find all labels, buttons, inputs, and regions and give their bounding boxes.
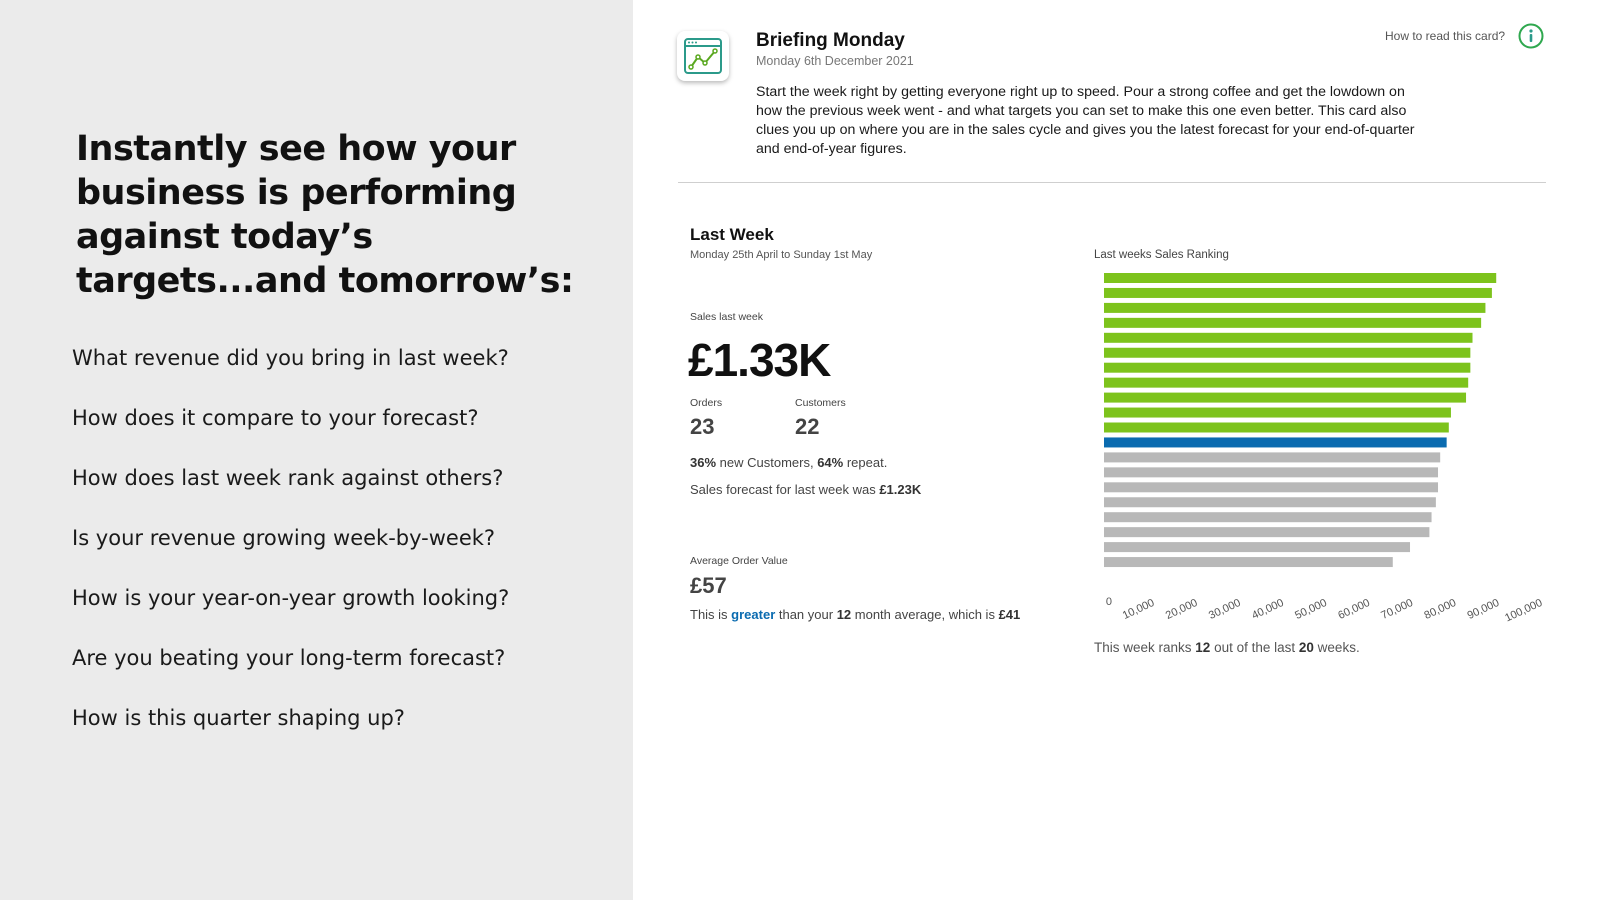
bar bbox=[1104, 408, 1451, 418]
x-tick-label: 30,000 bbox=[1206, 596, 1243, 622]
question-item: What revenue did you bring in last week? bbox=[72, 346, 509, 370]
question-item: How does it compare to your forecast? bbox=[72, 406, 479, 430]
x-tick-label: 80,000 bbox=[1422, 596, 1459, 622]
forecast-line: Sales forecast for last week was £1.23K bbox=[690, 482, 922, 497]
last-week-range: Monday 25th April to Sunday 1st May bbox=[690, 249, 873, 261]
bar bbox=[1104, 348, 1470, 358]
how-to-read-link[interactable]: How to read this card? bbox=[1385, 29, 1506, 43]
x-tick-label: 70,000 bbox=[1379, 596, 1415, 622]
sales-ranking-chart bbox=[1090, 265, 1560, 640]
repeat-customers-pct: 64% bbox=[817, 455, 844, 470]
x-tick-label: 100,000 bbox=[1503, 596, 1545, 625]
aov-comparison: This is greater than your 12 month average, which is £41 bbox=[690, 607, 1021, 622]
card-description: Start the week right by getting everyone right up to speed. Pour a strong coffee and get the lowdown on how the previous week went - and what targets you can set to make this one even better. This card also clues you up on where you are in the sales cycle and gives you the latest forecast for your end-of-quarter and end-of-year figures. bbox=[756, 84, 1415, 157]
card-date: Monday 6th December 2021 bbox=[756, 54, 914, 68]
aov-average: £41 bbox=[998, 607, 1021, 622]
bar bbox=[1104, 378, 1468, 388]
header-divider bbox=[678, 182, 1546, 183]
bar bbox=[1104, 288, 1492, 298]
orders-label: Orders bbox=[690, 397, 723, 409]
bar bbox=[1104, 557, 1393, 567]
intro-panel bbox=[0, 0, 633, 900]
aov-label: Average Order Value bbox=[690, 555, 788, 567]
line-chart-icon bbox=[677, 31, 729, 81]
aov-value: £57 bbox=[690, 573, 727, 598]
bar bbox=[1104, 527, 1429, 537]
bar bbox=[1104, 423, 1449, 433]
bar bbox=[1104, 497, 1436, 507]
bar bbox=[1104, 542, 1410, 552]
last-week-title: Last Week bbox=[690, 225, 774, 244]
sales-label: Sales last week bbox=[690, 311, 763, 323]
x-tick-label: 60,000 bbox=[1336, 596, 1372, 622]
rank-summary: This week ranks 12 out of the last 20 weeks. bbox=[1094, 640, 1360, 655]
customers-label: Customers bbox=[795, 397, 846, 409]
x-tick-label: 90,000 bbox=[1465, 596, 1502, 622]
bar bbox=[1104, 482, 1438, 492]
x-tick-label: 0 bbox=[1105, 596, 1112, 608]
question-item: Are you beating your long-term forecast? bbox=[72, 646, 506, 670]
question-item: Is your revenue growing week-by-week? bbox=[72, 526, 496, 550]
bar bbox=[1104, 273, 1496, 283]
question-item: How is this quarter shaping up? bbox=[72, 706, 405, 730]
x-tick-label: 40,000 bbox=[1250, 596, 1286, 622]
intro-headline: Instantly see how your business is performing against today’s targets...and tomorrow’s: bbox=[76, 129, 574, 301]
rank-value: 12 bbox=[1195, 640, 1211, 655]
x-tick-label: 10,000 bbox=[1120, 596, 1157, 622]
questions-list bbox=[72, 345, 509, 765]
bar bbox=[1104, 363, 1470, 373]
bar-current-week bbox=[1104, 437, 1447, 447]
bar bbox=[1104, 452, 1440, 462]
customer-split: 36% new Customers, 64% repeat. bbox=[690, 455, 888, 470]
info-icon[interactable] bbox=[1518, 23, 1544, 49]
orders-value: 23 bbox=[690, 414, 715, 439]
new-customers-pct: 36% bbox=[690, 455, 717, 470]
question-item: How is your year-on-year growth looking? bbox=[72, 586, 510, 610]
forecast-value: £1.23K bbox=[879, 482, 922, 497]
sales-value: £1.33K bbox=[688, 334, 831, 386]
bar bbox=[1104, 393, 1466, 403]
customers-value: 22 bbox=[795, 414, 820, 439]
bar bbox=[1104, 467, 1438, 477]
question-item: How does last week rank against others? bbox=[72, 466, 504, 490]
bar bbox=[1104, 512, 1432, 522]
x-tick-label: 50,000 bbox=[1293, 596, 1329, 622]
card-title: Briefing Monday bbox=[756, 30, 905, 51]
aov-compare-word: greater bbox=[731, 607, 776, 622]
rank-total: 20 bbox=[1298, 640, 1314, 655]
bar bbox=[1104, 303, 1485, 313]
bar bbox=[1104, 318, 1481, 328]
bar bbox=[1104, 333, 1473, 343]
chart-title: Last weeks Sales Ranking bbox=[1094, 249, 1229, 261]
x-tick-label: 20,000 bbox=[1163, 596, 1200, 622]
